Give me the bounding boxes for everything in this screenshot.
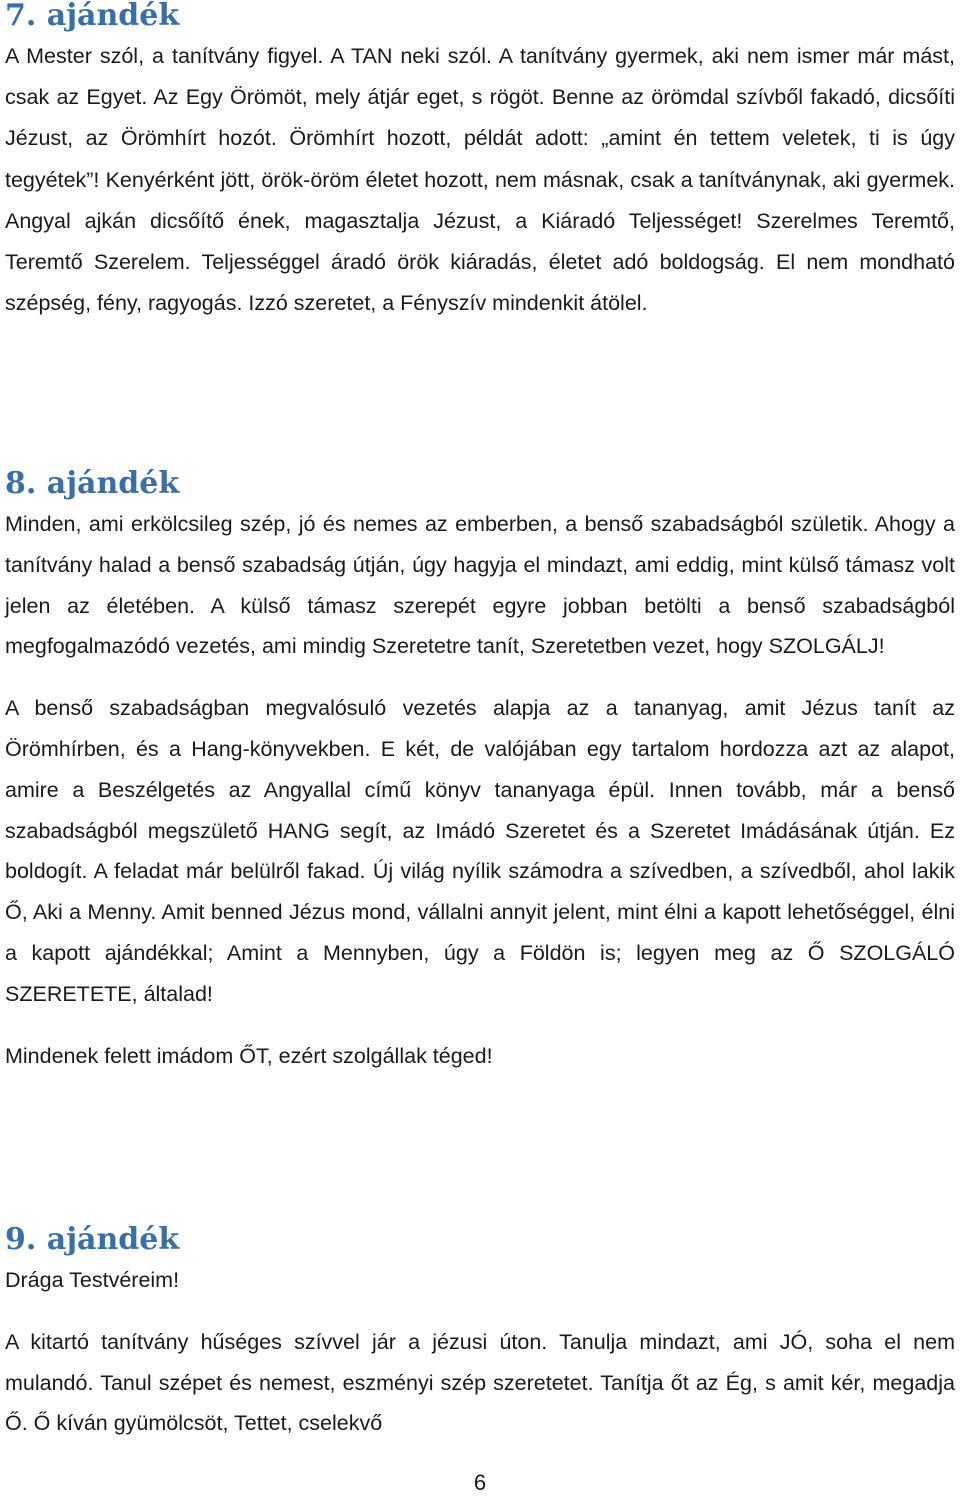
section-paragraph: Minden, ami erkölcsileg szép, jó és nemes az emberben, a benső szabadságból születik. Ahogy a tanítvány halad a benső szabadság útján, úgy hagyja el mindazt, ami eddig, mint külső támasz volt jelen az életében. A külső támasz szerepét egyre jobban betölti a benső szabadságból megfogalmazódó vezetés, ami mindig Szeretetre tanít, Szeretetben vezet, hogy SZOLGÁLJ! xyxy=(5,512,955,659)
section-paragraph: Drága Testvéreim! xyxy=(5,1268,180,1292)
section-paragraph: A kitartó tanítvány hűséges szívvel jár a jézusi úton. Tanulja mindazt, ami JÓ, soha el nem mulandó. Tanul szépet és nemest, eszményi szép szeretetet. Tanítja őt az Ég, s amit kér, megadja Ő. Ő kíván gyümölcsöt, Tettet, cselekvő xyxy=(5,1329,955,1436)
section-heading: 8. ajándék xyxy=(5,466,180,501)
section-paragraph: Mindenek felett imádom ŐT, ezért szolgállak téged! xyxy=(5,1043,493,1068)
section-paragraph: A Mester szól, a tanítvány figyel. A TAN neki szól. A tanítvány gyermek, aki nem ismer már mást, csak az Egyet. Az Egy Örömöt, mely átjár eget, s rögöt. Benne az örömdal szívből fakadó, dicsőíti Jézust, az Örömhírt hozót. Örömhírt hozott, példát adott: „amint én tettem veletek, ti is úgy tegyétek”! Kenyérként jött, örök-öröm életet hozott, nem másnak, csak a tanítványnak, aki gyermek. Angyal ajkán dicsőítő ének, magasztalja Jézust, a Kiáradó Teljességet! Szerelmes Teremtő, Teremtő Szerelem. Teljességgel áradó örök kiáradás, életet adó boldogság. El nem mondható szépség, fény, ragyogás. Izzó szeretet, a Fényszív mindenkit átölel. xyxy=(5,44,955,316)
section-heading: 7. ajándék xyxy=(5,0,180,33)
section-8 xyxy=(5,464,955,1076)
section-heading: 9. ajándék xyxy=(5,1222,180,1257)
section-9 xyxy=(5,1220,955,1444)
section-7 xyxy=(5,0,955,324)
page-number: 6 xyxy=(473,1470,487,1495)
section-paragraph: A benső szabadságban megvalósuló vezetés alapja az a tananyag, amit Jézus tanít az Örömhírben, és a Hang-könyvekben. E két, de valójában egy tartalom hordozza azt az alapot, amire a Beszélgetés az Angyallal című könyv tananyaga épül. Innen tovább, már a benső szabadságból megszülető HANG segít, az Imádó Szeretet és a Szeretet Imádásának útján. Ez boldogít. A feladat már belülről fakad. Új világ nyílik számodra a szívedben, a szívedből, ahol lakik Ő, Aki a Menny. Amit benned Jézus mond, vállalni annyit jelent, mint élni a kapott lehetőséggel, élni a kapott ajándékkal; Amint a Mennyben, úgy a Földön is; legyen meg az Ő SZOLGÁLÓ SZERETETE, általad! xyxy=(5,696,955,1006)
